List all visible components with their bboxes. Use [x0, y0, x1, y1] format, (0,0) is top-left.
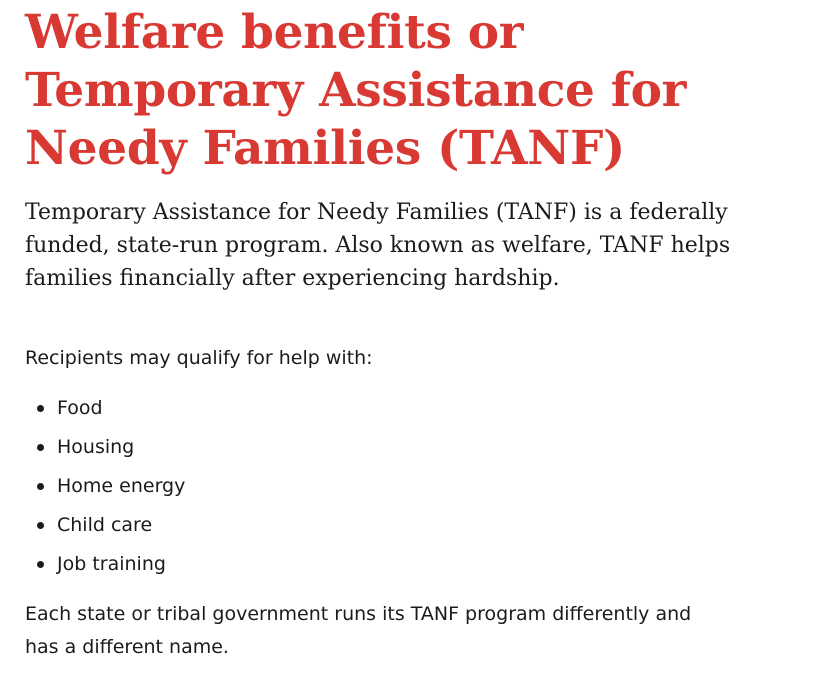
intro-text: Recipients may qualify for help with: [25, 347, 373, 369]
closing-paragraph: Each state or tribal government runs its TANF program differently and has a different name. [25, 603, 692, 658]
list-item [25, 427, 809, 466]
page-title: Welfare benefits or Temporary Assistance for Needy Families (TANF) [25, 5, 687, 176]
list-item [25, 505, 809, 544]
list-item-label: Child care [57, 513, 153, 536]
bullet-icon [37, 522, 44, 529]
list-item [25, 466, 809, 505]
list-item-label: Food [57, 396, 103, 419]
list-item [25, 544, 809, 583]
lead-paragraph: Temporary Assistance for Needy Families (TANF) is a federally funded, state-run program. Also known as welfare, TANF helps families financially after experiencing hardship. [25, 200, 731, 291]
bullet-icon [37, 405, 44, 412]
bullet-icon [37, 483, 44, 490]
list-item-label: Home energy [57, 474, 186, 497]
list-item-label: Job training [57, 552, 166, 575]
bullet-icon [37, 444, 44, 451]
list-item [25, 388, 809, 427]
benefits-list [25, 388, 809, 583]
bullet-icon [37, 561, 44, 568]
list-item-label: Housing [57, 435, 135, 458]
